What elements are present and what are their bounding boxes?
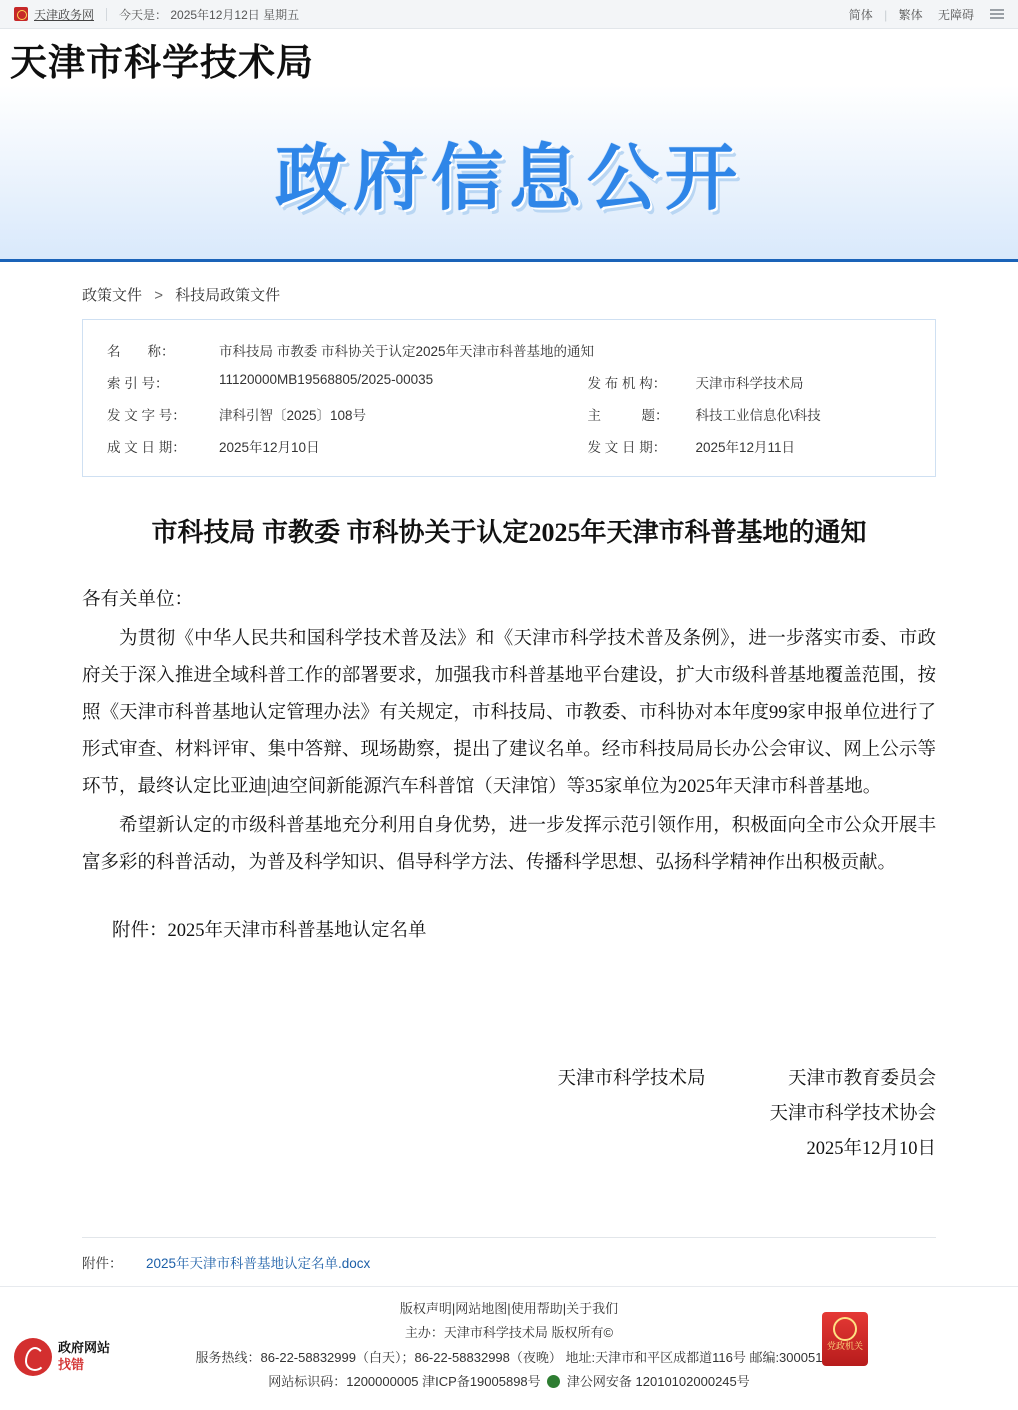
topbar-divider [106, 8, 107, 21]
meta-value-name: 市科技局 市教委 市科协关于认定2025年天津市科普基地的通知 [219, 344, 595, 359]
footer-link-sep-1: | [451, 1301, 456, 1317]
footer-service-line: 服务热线：86-22-58832999（白天）；86-22-58832998（夜晚） 地址:天津市和平区成都道116号 邮编:300051 [195, 1349, 823, 1365]
menu-dots-icon[interactable] [990, 7, 1004, 21]
document-body [82, 582, 936, 882]
page-banner [0, 85, 1018, 262]
meta-value-docnumber: 津科引智〔2025〕108号 [219, 408, 367, 423]
signature-right-org-1: 天津市教育委员会 [787, 1069, 936, 1089]
footer-link-copyright[interactable]: 版权声明 [399, 1301, 452, 1317]
breadcrumb-separator: > [154, 287, 163, 304]
signature-right-org-2: 天津市科学技术协会 [769, 1104, 936, 1125]
banner-title: 政府信息公开 [274, 139, 743, 219]
document-paragraph-1: 为贯彻《中华人民共和国科学技术普及法》和《天津市科学技术普及条例》，进一步落实市委、市政府关于深入推进全域科普工作的部署要求，加强我市科普基地平台建设，扩大市级科普基地覆盖范围，按照《天津市科普基地认定管理办法》有关规定，市科技局、市教委、市科协对本年度99家申报单位进行了形式审查、材料评审、集中答辩、现场勘察，提出了建议名单。经市科技局局长办公会审议、网上公示等环节，最终认定比亚迪|迪空间新能源汽车科普馆（天津馆）等35家单位为2025年天津市科普基地。 [82, 629, 936, 797]
attachment-file-link[interactable]: 2025年天津市科普基地认定名单.docx [146, 1256, 371, 1272]
document-signature [82, 1062, 936, 1167]
language-switcher [843, 6, 980, 23]
site-name-link[interactable]: 天津政务网 [34, 7, 95, 22]
document-paragraph-2: 希望新认定的市级科普基地充分利用自身优势，进一步发挥示范引领作用，积极面向全市公众开展丰富多彩的科普活动，为普及科学知识、倡导科学方法、传播科学思想、弘扬科学精神作出积极贡献。 [82, 816, 936, 873]
meta-value-index: 11120000MB19568805/2025-00035 [219, 372, 434, 387]
meta-value-drafted-date: 2025年12月10日 [219, 440, 320, 455]
page-footer [0, 1286, 1018, 1409]
footer-icp-code: 网站标识码：1200000005 津ICP备19005898号 [268, 1373, 541, 1389]
footer-link-sep-3: | [562, 1301, 567, 1317]
table-row [107, 398, 911, 430]
badge-left-title: 政府网站 [58, 1340, 111, 1356]
content-area [0, 262, 1018, 1272]
attachment-list-label: 附件： [82, 1256, 123, 1272]
document-salutation: 各有关单位： [82, 590, 194, 610]
gov-seal-icon [14, 7, 28, 21]
document-meta-table [107, 334, 911, 462]
police-badge-icon [547, 1375, 560, 1388]
footer-link-help[interactable]: 使用帮助 [510, 1301, 563, 1317]
lang-traditional-link[interactable]: 繁体 [898, 7, 923, 22]
site-logo-text: 天津市科学技术局 [10, 43, 314, 84]
attachment-list [82, 1237, 936, 1272]
breadcrumb-item-1[interactable]: 科技局政策文件 [175, 287, 281, 304]
signature-left-org: 天津市科学技术局 [557, 1069, 706, 1089]
breadcrumb-item-0[interactable]: 政策文件 [82, 287, 143, 304]
badge-left-subtitle: 找错 [58, 1356, 85, 1372]
document-attachment-line: 附件：2025年天津市科普基地认定名单 [112, 921, 427, 941]
signature-date: 2025年12月10日 [806, 1139, 936, 1160]
badge-right-text: 党政机关 [826, 1340, 863, 1351]
footer-icp-line [0, 1370, 1018, 1394]
document-meta-box [82, 319, 936, 477]
breadcrumb [82, 262, 936, 319]
current-date-text: 今天是： 2025年12月12日 星期五 [119, 7, 300, 22]
party-gov-seal-icon [822, 1312, 868, 1366]
accessibility-link[interactable]: 无障碍 [937, 7, 974, 22]
table-row [107, 430, 911, 462]
meta-label-publisher: 发 布 机 构： [587, 376, 667, 391]
footer-link-about[interactable]: 关于我们 [566, 1301, 619, 1317]
footer-link-sep-2: | [507, 1301, 511, 1317]
table-row [107, 366, 911, 398]
meta-value-issued-date: 2025年12月11日 [695, 440, 796, 455]
meta-label-issued-date: 发 文 日 期： [587, 440, 667, 455]
lang-separator-1: | [884, 7, 888, 22]
site-logo-band [0, 29, 1018, 85]
meta-value-publisher: 天津市科学技术局 [695, 376, 804, 391]
footer-police-record: 津公网安备 12010102000245号 [566, 1373, 750, 1389]
table-row [107, 334, 911, 366]
page-title: 市科技局 市教委 市科协关于认定2025年天津市科普基地的通知 [151, 518, 867, 547]
footer-link-sitemap[interactable]: 网站地图 [455, 1301, 508, 1317]
meta-label-index: 索 引 号： [107, 376, 169, 391]
meta-label-subject: 主 题： [587, 408, 669, 423]
lang-simplified-link[interactable]: 简体 [848, 7, 873, 22]
meta-label-drafted-date: 成 文 日 期： [107, 440, 186, 455]
footer-host-line: 主办：天津市科学技术局 版权所有© [404, 1325, 614, 1341]
meta-value-subject: 科技工业信息化\科技 [695, 408, 821, 423]
meta-label-name: 名 称： [107, 344, 175, 359]
top-utility-bar [0, 0, 1018, 29]
meta-label-docnumber: 发 文 字 号： [107, 408, 186, 423]
signature-right-block [769, 1062, 936, 1167]
